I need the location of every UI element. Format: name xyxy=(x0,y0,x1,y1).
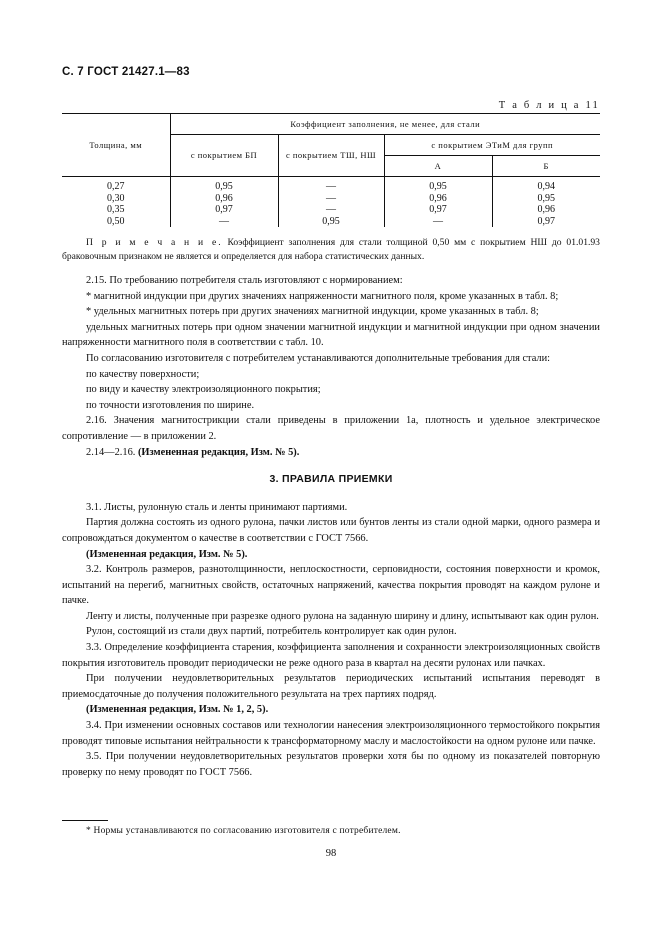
fill-factor-table xyxy=(62,113,600,227)
header-fill-factor: Коэффициент заполнения, не менее, для стали xyxy=(170,114,600,135)
footnote: * Нормы устанавливаются по согласованию изготовителя с потребителем. xyxy=(86,826,401,836)
table-cell: 0,95 xyxy=(170,177,278,193)
paragraph: по качеству поверхности; xyxy=(86,368,200,380)
table-cell: 0,35 xyxy=(107,204,125,215)
paragraph: 3.4. При изменении основных составов или технологии нанесения электроизоляционного термостойкого покрытия проводят типовые испытания нейтральности к трансформаторному маслу и маслостойкости на одном рулоне или пачке. xyxy=(62,720,600,747)
table-cell: — xyxy=(278,204,384,216)
paragraph: удельных магнитных потерь при одном значении магнитной индукции и магнитной индукции при одном значении напряженности магнитного поля в соответствии с табл. 10. xyxy=(62,321,600,349)
paragraph: по виду и качеству электроизоляционного покрытия; xyxy=(86,384,321,396)
table-cell: 0,27 xyxy=(107,181,125,192)
table-cell: 0,94 xyxy=(492,177,600,193)
table-label: Т а б л и ц а 11 xyxy=(498,100,600,111)
header-etim: с покрытием ЭТиМ для групп xyxy=(384,135,600,156)
header-tsh: с покрытием ТШ, НШ xyxy=(278,135,384,177)
table-cell: 0,97 xyxy=(492,216,600,228)
paragraph: 3.5. При получении неудовлетворительных результатов проверки хотя бы по одному из показателей повторную проверку по нему проводят по ГОСТ 7566. xyxy=(62,751,600,778)
table-cell: 0,96 xyxy=(492,204,600,216)
amendment-note: (Измененная редакция, Изм. № 1, 2, 5). xyxy=(86,704,269,716)
paragraph: Партия должна состоять из одного рулона, пачки листов или бунтов ленты из стали одной марки, одного размера и сопровождаться документом о качестве в соответствии с ГОСТ 7566. xyxy=(62,517,600,544)
table-cell: 0,30 xyxy=(107,192,125,204)
paragraph xyxy=(62,547,600,563)
note-label: П р и м е ч а н и е. xyxy=(86,237,223,248)
table-cell: 0,95 xyxy=(278,216,384,228)
table-row xyxy=(62,204,600,216)
section-title: 3. ПРАВИЛА ПРИЕМКИ xyxy=(269,473,393,486)
table-cell: 0,50 xyxy=(107,215,125,227)
table-cell: 0,96 xyxy=(170,193,278,205)
paragraph: По согласованию изготовителя с потребителем устанавливаются дополнительные требования для стали: xyxy=(86,352,551,364)
table-note xyxy=(62,236,600,263)
paragraph: Ленту и листы, полученные при разрезке одного рулона на заданную ширину и длину, испытывают как один рулон. xyxy=(86,610,599,622)
paragraph: по точности изготовления по ширине. xyxy=(86,399,255,411)
table-cell: — xyxy=(278,193,384,205)
paragraph: 2.16. Значения магнитострикции стали приведены в приложении 1а, плотность и удельное электрическое сопротивление — в приложении 2. xyxy=(62,415,600,442)
table-row xyxy=(62,193,600,205)
paragraph: 2.15. По требованию потребителя сталь изготовляют с нормированием: xyxy=(86,275,403,286)
table-cell: — xyxy=(384,216,492,228)
table-row xyxy=(62,177,600,193)
paragraph: * магнитной индукции при других значениях напряженности магнитного поля, кроме указанных в табл. 8; xyxy=(86,290,559,302)
amend-prefix: 2.14—2.16. xyxy=(86,446,138,458)
body-text xyxy=(62,236,600,780)
footnote-divider xyxy=(62,820,108,821)
table-cell: 0,97 xyxy=(170,204,278,216)
table-cell: 0,95 xyxy=(492,193,600,205)
header-thickness: Толщина, мм xyxy=(62,114,170,177)
paragraph: 3.2. Контроль размеров, разнотолщинности, неплоскостности, серповидности, состояния поверхности и кромок, испытаний на перегиб, магнитных свойств, остаточных напряжений, качества покрытия проводят на каждом рулоне и пачке. xyxy=(62,564,600,607)
table-cell: — xyxy=(278,177,384,193)
paragraph xyxy=(62,445,600,461)
header-group-b: Б xyxy=(492,156,600,177)
table-cell: 0,95 xyxy=(384,177,492,193)
paragraph: 3.1. Листы, рулонную сталь и ленты принимают партиями. xyxy=(86,501,348,513)
paragraph: 3.3. Определение коэффициента старения, коэффициента заполнения и сохранности электроизоляционных свойств покрытия изготовитель проводит периодически не реже одного раза в квартал на десяти рулонах или пачках. xyxy=(62,642,600,669)
note-text: Коэффициент заполнения для стали толщиной 0,50 мм с покрытием НШ до 01.01.93 браковочным признаком не является и определяется для набора статистических данных. xyxy=(62,237,600,262)
paragraph: При получении неудовлетворительных результатов периодических испытаний испытания переводят в приемосдаточные до получения положительного результата на трех партиях подряд. xyxy=(62,673,600,700)
paragraph: * удельных магнитных потерь при других значениях магнитной индукции, кроме указанных в табл. 8; xyxy=(86,306,539,318)
paragraph: Рулон, состоящий из стали двух партий, потребитель контролирует как один рулон. xyxy=(86,626,457,638)
header-bp: с покрытием БП xyxy=(170,135,278,177)
amendment-note: (Измененная редакция, Изм. № 5). xyxy=(137,446,300,458)
paragraph xyxy=(62,702,600,718)
table-cell: 0,96 xyxy=(384,193,492,205)
amendment-note: (Измененная редакция, Изм. № 5). xyxy=(86,548,248,560)
table-cell: 0,97 xyxy=(384,204,492,216)
page-number: 98 xyxy=(325,848,337,859)
table-row xyxy=(62,216,600,228)
page-header: С. 7 ГОСТ 21427.1—83 xyxy=(62,66,190,78)
header-group-a: А xyxy=(384,156,492,177)
table-cell: — xyxy=(170,216,278,228)
